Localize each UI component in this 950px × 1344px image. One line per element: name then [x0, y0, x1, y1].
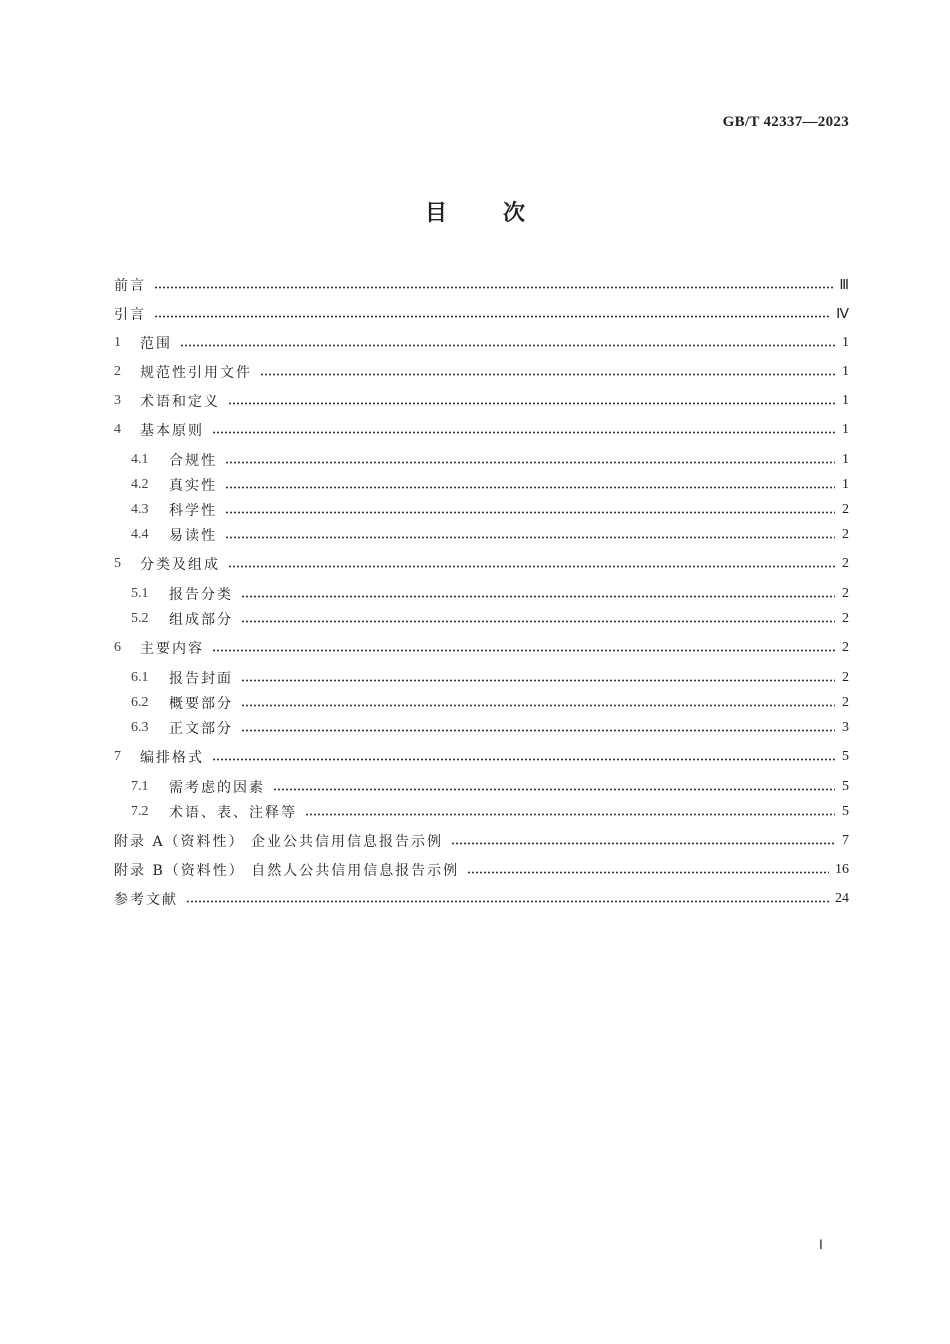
toc-entry-page: 2: [842, 670, 849, 685]
toc-entry-label: 基本原则: [140, 423, 204, 439]
toc-entry-label: 需考虑的因素: [169, 780, 265, 796]
toc-entry-number: 5.1: [131, 586, 149, 601]
toc-entry-label: 附录 A（资料性） 企业公共信用信息报告示例: [114, 834, 444, 850]
dot-leader: [154, 286, 833, 289]
toc-entry-page: 2: [842, 502, 849, 517]
dot-leader: [225, 486, 835, 489]
dot-leader: [305, 813, 835, 816]
toc-entry-page: 2: [842, 527, 849, 542]
toc-entry-number: 4.4: [131, 527, 149, 542]
toc-entry-number: 4: [114, 422, 121, 437]
toc-entry[interactable]: [114, 638, 849, 658]
dot-leader: [225, 536, 835, 539]
toc-entry-label: 报告分类: [169, 587, 233, 603]
toc-entry[interactable]: [114, 275, 849, 295]
dot-leader: [228, 565, 835, 568]
toc-entry[interactable]: [131, 584, 849, 604]
toc-entry-label: 主要内容: [140, 641, 204, 657]
toc-entry-label: 范围: [140, 336, 172, 352]
toc-entry-page: 24: [835, 891, 849, 906]
toc-entry[interactable]: [114, 391, 849, 411]
toc-entry-page: 2: [842, 586, 849, 601]
dot-leader: [241, 729, 835, 732]
dot-leader: [241, 704, 835, 707]
toc-entry-page: 1: [842, 422, 849, 437]
toc-entry-number: 6.3: [131, 720, 149, 735]
toc-entry-number: 6.2: [131, 695, 149, 710]
toc-entry-number: 2: [114, 364, 121, 379]
toc-entry-number: 7.2: [131, 804, 149, 819]
dot-leader: [467, 871, 829, 874]
page-number: Ⅰ: [819, 1237, 823, 1252]
toc-entry-number: 4.2: [131, 477, 149, 492]
toc-entry-page: 1: [842, 452, 849, 467]
toc-entry-page: 1: [842, 393, 849, 408]
dot-leader: [212, 758, 835, 761]
toc-entry[interactable]: [114, 362, 849, 382]
toc-entry[interactable]: [114, 889, 849, 909]
toc-entry-label: 报告封面: [169, 671, 233, 687]
toc-entry[interactable]: [114, 554, 849, 574]
toc-entry[interactable]: [131, 450, 849, 470]
toc-entry-page: 3: [842, 720, 849, 735]
toc-entry[interactable]: [131, 525, 849, 545]
toc-entry-page: 2: [842, 556, 849, 571]
dot-leader: [273, 788, 835, 791]
toc-entry-label: 参考文献: [114, 892, 178, 908]
toc-entry[interactable]: [131, 802, 849, 822]
toc-entry-number: 4.3: [131, 502, 149, 517]
toc-entry-label: 真实性: [169, 478, 217, 494]
toc-entry-number: 5: [114, 556, 121, 571]
toc-entry-label: 引言: [114, 307, 146, 323]
toc-entry-number: 6: [114, 640, 121, 655]
toc-entry-page: 1: [842, 364, 849, 379]
toc-entry-page: 7: [842, 833, 849, 848]
title-char: 目: [424, 201, 447, 226]
toc-entry-label: 编排格式: [140, 750, 204, 766]
toc-entry[interactable]: [131, 718, 849, 738]
toc-entry-page: 2: [842, 611, 849, 626]
standard-number: GB/T 42337—2023: [722, 114, 849, 130]
toc-entry[interactable]: [131, 500, 849, 520]
toc-entry[interactable]: [114, 831, 849, 851]
toc-entry[interactable]: [131, 609, 849, 629]
toc-entry[interactable]: [131, 475, 849, 495]
toc-entry-label: 概要部分: [169, 696, 233, 712]
toc-entry-number: 6.1: [131, 670, 149, 685]
dot-leader: [225, 511, 835, 514]
toc-entry-label: 合规性: [169, 453, 217, 469]
toc-entry-label: 附录 B（资料性） 自然人公共信用信息报告示例: [114, 863, 460, 879]
toc-entry[interactable]: [131, 777, 849, 797]
toc-entry-label: 前言: [114, 278, 146, 294]
dot-leader: [241, 679, 835, 682]
toc-entry-page: 1: [842, 335, 849, 350]
dot-leader: [180, 344, 835, 347]
toc-entry[interactable]: [114, 860, 849, 880]
toc-entry-page: Ⅳ: [836, 306, 849, 322]
toc-entry[interactable]: [114, 747, 849, 767]
dot-leader: [260, 373, 835, 376]
toc-entry[interactable]: [114, 333, 849, 353]
toc-entry-page: 5: [842, 779, 849, 794]
toc-entry-number: 1: [114, 335, 121, 350]
toc-entry-number: 7.1: [131, 779, 149, 794]
toc-entry[interactable]: [131, 668, 849, 688]
title-char: 次: [503, 201, 526, 226]
dot-leader: [241, 595, 835, 598]
toc-entry-label: 组成部分: [169, 612, 233, 628]
toc-entry-number: 4.1: [131, 452, 149, 467]
toc-entry-page: 16: [835, 862, 849, 877]
toc-entry-page: 5: [842, 749, 849, 764]
toc-entry[interactable]: [114, 304, 849, 324]
toc-entry[interactable]: [131, 693, 849, 713]
toc-entry-page: 2: [842, 640, 849, 655]
toc-entry-label: 术语和定义: [140, 394, 220, 410]
toc-entry-page: 5: [842, 804, 849, 819]
toc-entry-number: 3: [114, 393, 121, 408]
toc-entry-number: 5.2: [131, 611, 149, 626]
toc-entry-page: Ⅲ: [839, 277, 849, 293]
toc-entry-number: 7: [114, 749, 121, 764]
toc-entry-page: 1: [842, 477, 849, 492]
toc-entry-label: 规范性引用文件: [140, 365, 252, 381]
page-title: [0, 196, 950, 227]
dot-leader: [228, 402, 835, 405]
dot-leader: [451, 842, 835, 845]
dot-leader: [225, 461, 835, 464]
toc-entry-label: 分类及组成: [140, 557, 220, 573]
dot-leader: [241, 620, 835, 623]
dot-leader: [212, 431, 835, 434]
toc-entry-page: 2: [842, 695, 849, 710]
toc-entry-label: 正文部分: [169, 721, 233, 737]
dot-leader: [212, 649, 835, 652]
dot-leader: [186, 900, 829, 903]
dot-leader: [154, 315, 830, 318]
toc-entry-label: 术语、表、注释等: [169, 805, 297, 821]
toc-entry-label: 科学性: [169, 503, 217, 519]
toc-entry[interactable]: [114, 420, 849, 440]
toc-entry-label: 易读性: [169, 528, 217, 544]
